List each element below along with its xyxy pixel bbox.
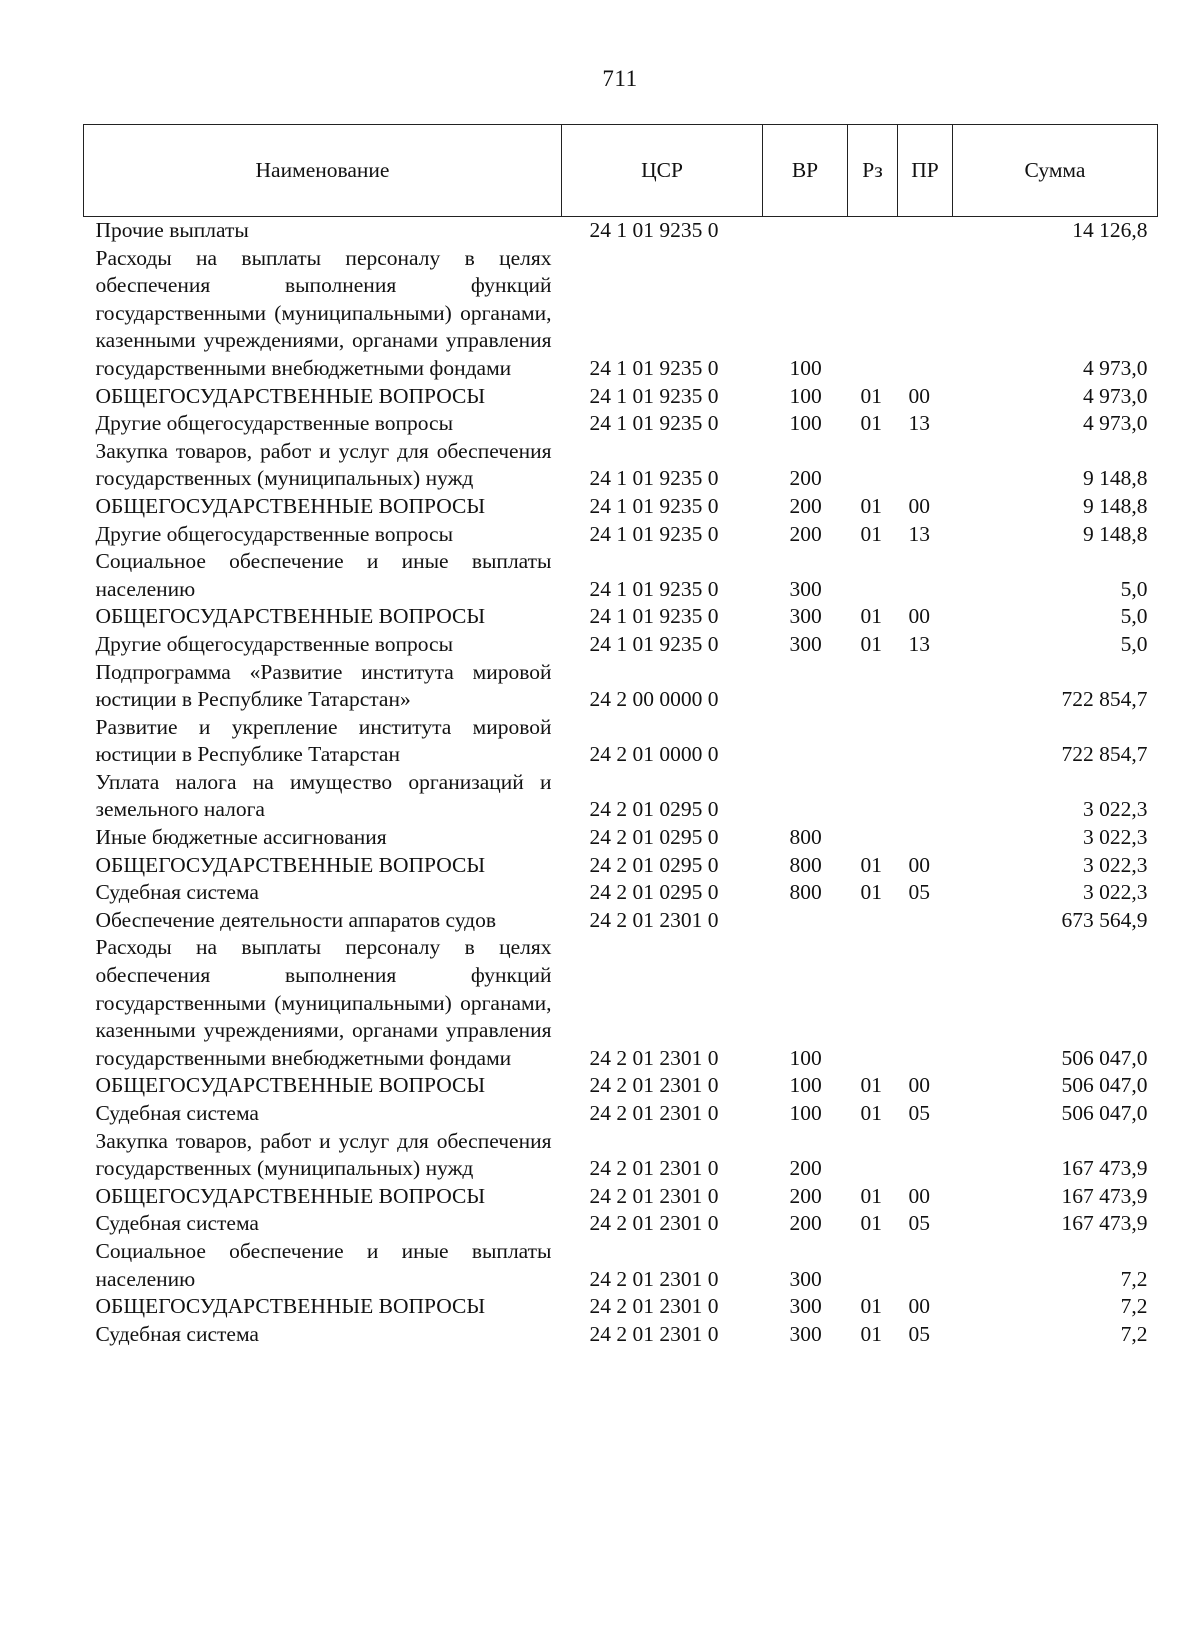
cell-sum: 3 022,3 [1083, 852, 1148, 877]
cell-name: Иные бюджетные ассигнования [95, 825, 387, 850]
cell-csr: 24 1 01 9235 0 [589, 218, 719, 242]
table-row [84, 410, 1158, 438]
cell-csr: 24 2 01 0000 0 [589, 742, 719, 767]
cell-csr: 24 1 01 9235 0 [589, 576, 719, 601]
cell-name: Закупка товаров, работ и услуг для обеспечения государственных (муниципальных) нужд [95, 438, 552, 491]
cell-rz: 01 [860, 521, 882, 546]
cell-sum: 3 022,3 [1083, 880, 1148, 905]
table-row [84, 1238, 1158, 1293]
cell-name: Прочие выплаты [95, 218, 249, 242]
cell-vr: 200 [789, 521, 822, 546]
cell-pr: 00 [908, 852, 930, 877]
cell-pr [898, 907, 953, 935]
cell-sum: 722 854,7 [1061, 687, 1148, 712]
cell-csr: 24 1 01 9235 0 [589, 383, 719, 408]
cell-csr: 24 1 01 9235 0 [589, 493, 719, 518]
cell-pr: 00 [908, 1073, 930, 1098]
table-row [84, 1321, 1158, 1349]
cell-pr: 13 [908, 521, 930, 546]
cell-pr: 00 [908, 493, 930, 518]
cell-name: Закупка товаров, работ и услуг для обеспечения государственных (муниципальных) нужд [95, 1128, 552, 1181]
cell-vr: 300 [789, 604, 822, 629]
table-row [84, 1072, 1158, 1100]
cell-rz [848, 659, 898, 714]
cell-pr [898, 245, 953, 383]
cell-sum: 14 126,8 [1072, 218, 1148, 242]
cell-csr: 24 1 01 9235 0 [589, 411, 719, 436]
cell-sum: 673 564,9 [1061, 907, 1148, 932]
table-row [84, 769, 1158, 824]
cell-sum: 9 148,8 [1083, 493, 1148, 518]
cell-rz [848, 907, 898, 935]
header-rz: Рз [848, 125, 898, 217]
cell-name: Другие общегосударственные вопросы [95, 521, 454, 546]
cell-vr: 100 [789, 1073, 822, 1098]
cell-name: Расходы на выплаты персоналу в целях обеспечения выполнения функций государственными (муниципальными) органами, казенными учреждениями, органами управления государственными внебюджетными фондами [95, 245, 552, 380]
cell-sum: 7,2 [1120, 1321, 1148, 1346]
cell-csr: 24 2 01 2301 0 [589, 1045, 719, 1070]
cell-name: Социальное обеспечение и иные выплаты населению [95, 549, 552, 601]
cell-pr [898, 659, 953, 714]
cell-pr [898, 217, 953, 245]
cell-csr: 24 2 01 2301 0 [589, 1183, 719, 1208]
cell-csr: 24 1 01 9235 0 [589, 355, 719, 380]
table-header [84, 125, 1158, 217]
cell-pr: 13 [908, 411, 930, 436]
cell-name: Подпрограмма «Развитие института мировой юстиции в Республике Татарстан» [95, 659, 552, 712]
cell-vr: 100 [789, 383, 822, 408]
cell-csr: 24 2 00 0000 0 [589, 687, 719, 712]
header-row [84, 125, 1158, 217]
cell-pr: 00 [908, 1183, 930, 1208]
budget-table [83, 124, 1158, 1348]
cell-vr: 300 [789, 1294, 822, 1319]
cell-rz [848, 245, 898, 383]
cell-csr: 24 2 01 2301 0 [589, 907, 719, 932]
cell-rz [848, 438, 898, 493]
cell-vr [763, 714, 848, 769]
table-row [84, 383, 1158, 411]
cell-vr: 300 [789, 576, 822, 601]
cell-csr: 24 1 01 9235 0 [589, 604, 719, 629]
cell-vr: 300 [789, 1321, 822, 1346]
header-vr: ВР [763, 125, 848, 217]
cell-pr [898, 714, 953, 769]
cell-vr: 800 [789, 825, 822, 850]
cell-name: Развитие и укрепление института мировой юстиции в Республике Татарстан [95, 714, 552, 767]
cell-sum: 506 047,0 [1061, 1101, 1148, 1125]
page-number: 711 [602, 66, 638, 91]
cell-rz: 01 [860, 1073, 882, 1098]
cell-rz: 01 [860, 1294, 882, 1319]
cell-pr: 05 [908, 1211, 930, 1236]
cell-sum: 167 473,9 [1061, 1183, 1148, 1208]
cell-vr: 800 [789, 880, 822, 905]
header-csr: ЦСР [562, 125, 763, 217]
table-row [84, 1183, 1158, 1211]
cell-vr: 300 [789, 1266, 822, 1291]
cell-pr [898, 934, 953, 1072]
cell-vr: 100 [789, 1045, 822, 1070]
cell-vr: 200 [789, 493, 822, 518]
cell-sum: 9 148,8 [1083, 466, 1148, 491]
cell-name: ОБЩЕГОСУДАРСТВЕННЫЕ ВОПРОСЫ [95, 493, 486, 518]
table-row [84, 824, 1158, 852]
cell-rz [848, 769, 898, 824]
table-row [84, 631, 1158, 659]
cell-rz: 01 [860, 604, 882, 629]
cell-rz: 01 [860, 852, 882, 877]
cell-pr [898, 824, 953, 852]
cell-rz [848, 1238, 898, 1293]
table-row [84, 1293, 1158, 1321]
cell-sum: 4 973,0 [1083, 411, 1148, 436]
cell-csr: 24 1 01 9235 0 [589, 631, 719, 656]
cell-rz: 01 [860, 880, 882, 905]
cell-rz: 01 [860, 383, 882, 408]
cell-name: Судебная система [95, 1211, 259, 1236]
cell-csr: 24 1 01 9235 0 [589, 521, 719, 546]
cell-name: ОБЩЕГОСУДАРСТВЕННЫЕ ВОПРОСЫ [95, 604, 486, 629]
table-row [84, 1210, 1158, 1238]
cell-csr: 24 2 01 2301 0 [589, 1101, 719, 1125]
table-row [84, 714, 1158, 769]
cell-csr: 24 2 01 2301 0 [589, 1294, 719, 1319]
cell-rz: 01 [860, 1101, 882, 1125]
cell-rz [848, 934, 898, 1072]
table-row [84, 521, 1158, 549]
table-row [84, 879, 1158, 907]
cell-sum: 167 473,9 [1061, 1156, 1148, 1181]
cell-rz: 01 [860, 1211, 882, 1236]
table-row [84, 603, 1158, 631]
cell-rz [848, 824, 898, 852]
header-pr: ПР [898, 125, 953, 217]
cell-rz [848, 217, 898, 245]
cell-csr: 24 2 01 2301 0 [589, 1266, 719, 1291]
cell-name: Обеспечение деятельности аппаратов судов [95, 907, 496, 932]
cell-pr: 05 [908, 1321, 930, 1346]
cell-vr: 200 [789, 1183, 822, 1208]
cell-name: ОБЩЕГОСУДАРСТВЕННЫЕ ВОПРОСЫ [95, 1073, 486, 1098]
cell-pr [898, 548, 953, 603]
table-row [84, 548, 1158, 603]
table-row [84, 438, 1158, 493]
cell-rz: 01 [860, 1183, 882, 1208]
cell-sum: 3 022,3 [1083, 825, 1148, 850]
cell-pr: 05 [908, 1101, 930, 1125]
cell-sum: 3 022,3 [1083, 797, 1148, 822]
cell-sum: 5,0 [1120, 604, 1148, 629]
cell-name: Другие общегосударственные вопросы [95, 411, 454, 436]
cell-vr: 200 [789, 1211, 822, 1236]
cell-csr: 24 1 01 9235 0 [589, 466, 719, 491]
table-row [84, 1128, 1158, 1183]
cell-vr: 800 [789, 852, 822, 877]
table-row [84, 217, 1158, 245]
cell-csr: 24 2 01 2301 0 [589, 1156, 719, 1181]
cell-name: Судебная система [95, 1321, 259, 1346]
cell-name: ОБЩЕГОСУДАРСТВЕННЫЕ ВОПРОСЫ [95, 1294, 486, 1319]
cell-pr [898, 438, 953, 493]
cell-vr: 300 [789, 631, 822, 656]
cell-name: ОБЩЕГОСУДАРСТВЕННЫЕ ВОПРОСЫ [95, 852, 486, 877]
cell-pr: 05 [908, 880, 930, 905]
cell-sum: 506 047,0 [1061, 1073, 1148, 1098]
cell-sum: 5,0 [1120, 631, 1148, 656]
cell-csr: 24 2 01 0295 0 [589, 797, 719, 822]
cell-csr: 24 2 01 0295 0 [589, 825, 719, 850]
cell-name: Уплата налога на имущество организаций и земельного налога [95, 769, 552, 822]
cell-rz: 01 [860, 1321, 882, 1346]
cell-vr: 100 [789, 1101, 822, 1125]
cell-name: ОБЩЕГОСУДАРСТВЕННЫЕ ВОПРОСЫ [95, 383, 486, 408]
header-sum: Сумма [953, 125, 1158, 217]
cell-csr: 24 2 01 0295 0 [589, 880, 719, 905]
table-body [84, 217, 1158, 1349]
table-row [84, 934, 1158, 1072]
cell-rz [848, 1128, 898, 1183]
cell-sum: 167 473,9 [1061, 1211, 1148, 1236]
cell-csr: 24 2 01 0295 0 [589, 852, 719, 877]
cell-vr: 200 [789, 466, 822, 491]
cell-rz: 01 [860, 411, 882, 436]
cell-pr [898, 1128, 953, 1183]
cell-sum: 722 854,7 [1061, 742, 1148, 767]
cell-name: Судебная система [95, 1101, 259, 1125]
cell-name: Расходы на выплаты персоналу в целях обеспечения выполнения функций государственными (муниципальными) органами, казенными учреждениями, органами управления государственными внебюджетными фондами [95, 935, 552, 1070]
cell-rz: 01 [860, 631, 882, 656]
cell-rz [848, 714, 898, 769]
cell-pr: 00 [908, 383, 930, 408]
cell-vr: 200 [789, 1156, 822, 1181]
table-row [84, 245, 1158, 383]
cell-sum: 4 973,0 [1083, 355, 1148, 380]
table-row [84, 852, 1158, 880]
cell-rz: 01 [860, 493, 882, 518]
cell-pr: 13 [908, 631, 930, 656]
cell-pr: 00 [908, 604, 930, 629]
cell-vr [763, 907, 848, 935]
table-row [84, 493, 1158, 521]
cell-csr: 24 2 01 2301 0 [589, 1211, 719, 1236]
cell-vr [763, 659, 848, 714]
cell-name: Социальное обеспечение и иные выплаты населению [95, 1238, 552, 1291]
cell-sum: 7,2 [1120, 1294, 1148, 1319]
cell-vr [763, 217, 848, 245]
cell-name: Судебная система [95, 880, 259, 905]
cell-pr [898, 769, 953, 824]
table-row [84, 1100, 1158, 1128]
cell-sum: 4 973,0 [1083, 383, 1148, 408]
cell-rz [848, 548, 898, 603]
cell-sum: 506 047,0 [1061, 1045, 1148, 1070]
cell-vr [763, 769, 848, 824]
cell-name: ОБЩЕГОСУДАРСТВЕННЫЕ ВОПРОСЫ [95, 1183, 486, 1208]
cell-vr: 100 [789, 411, 822, 436]
cell-sum: 5,0 [1120, 576, 1148, 601]
header-name: Наименование [84, 125, 562, 217]
table-row [84, 907, 1158, 935]
cell-pr: 00 [908, 1294, 930, 1319]
cell-vr: 100 [789, 355, 822, 380]
table-row [84, 659, 1158, 714]
cell-pr [898, 1238, 953, 1293]
cell-csr: 24 2 01 2301 0 [589, 1073, 719, 1098]
cell-csr: 24 2 01 2301 0 [589, 1321, 719, 1346]
cell-sum: 7,2 [1120, 1266, 1148, 1291]
cell-sum: 9 148,8 [1083, 521, 1148, 546]
cell-name: Другие общегосударственные вопросы [95, 631, 454, 656]
